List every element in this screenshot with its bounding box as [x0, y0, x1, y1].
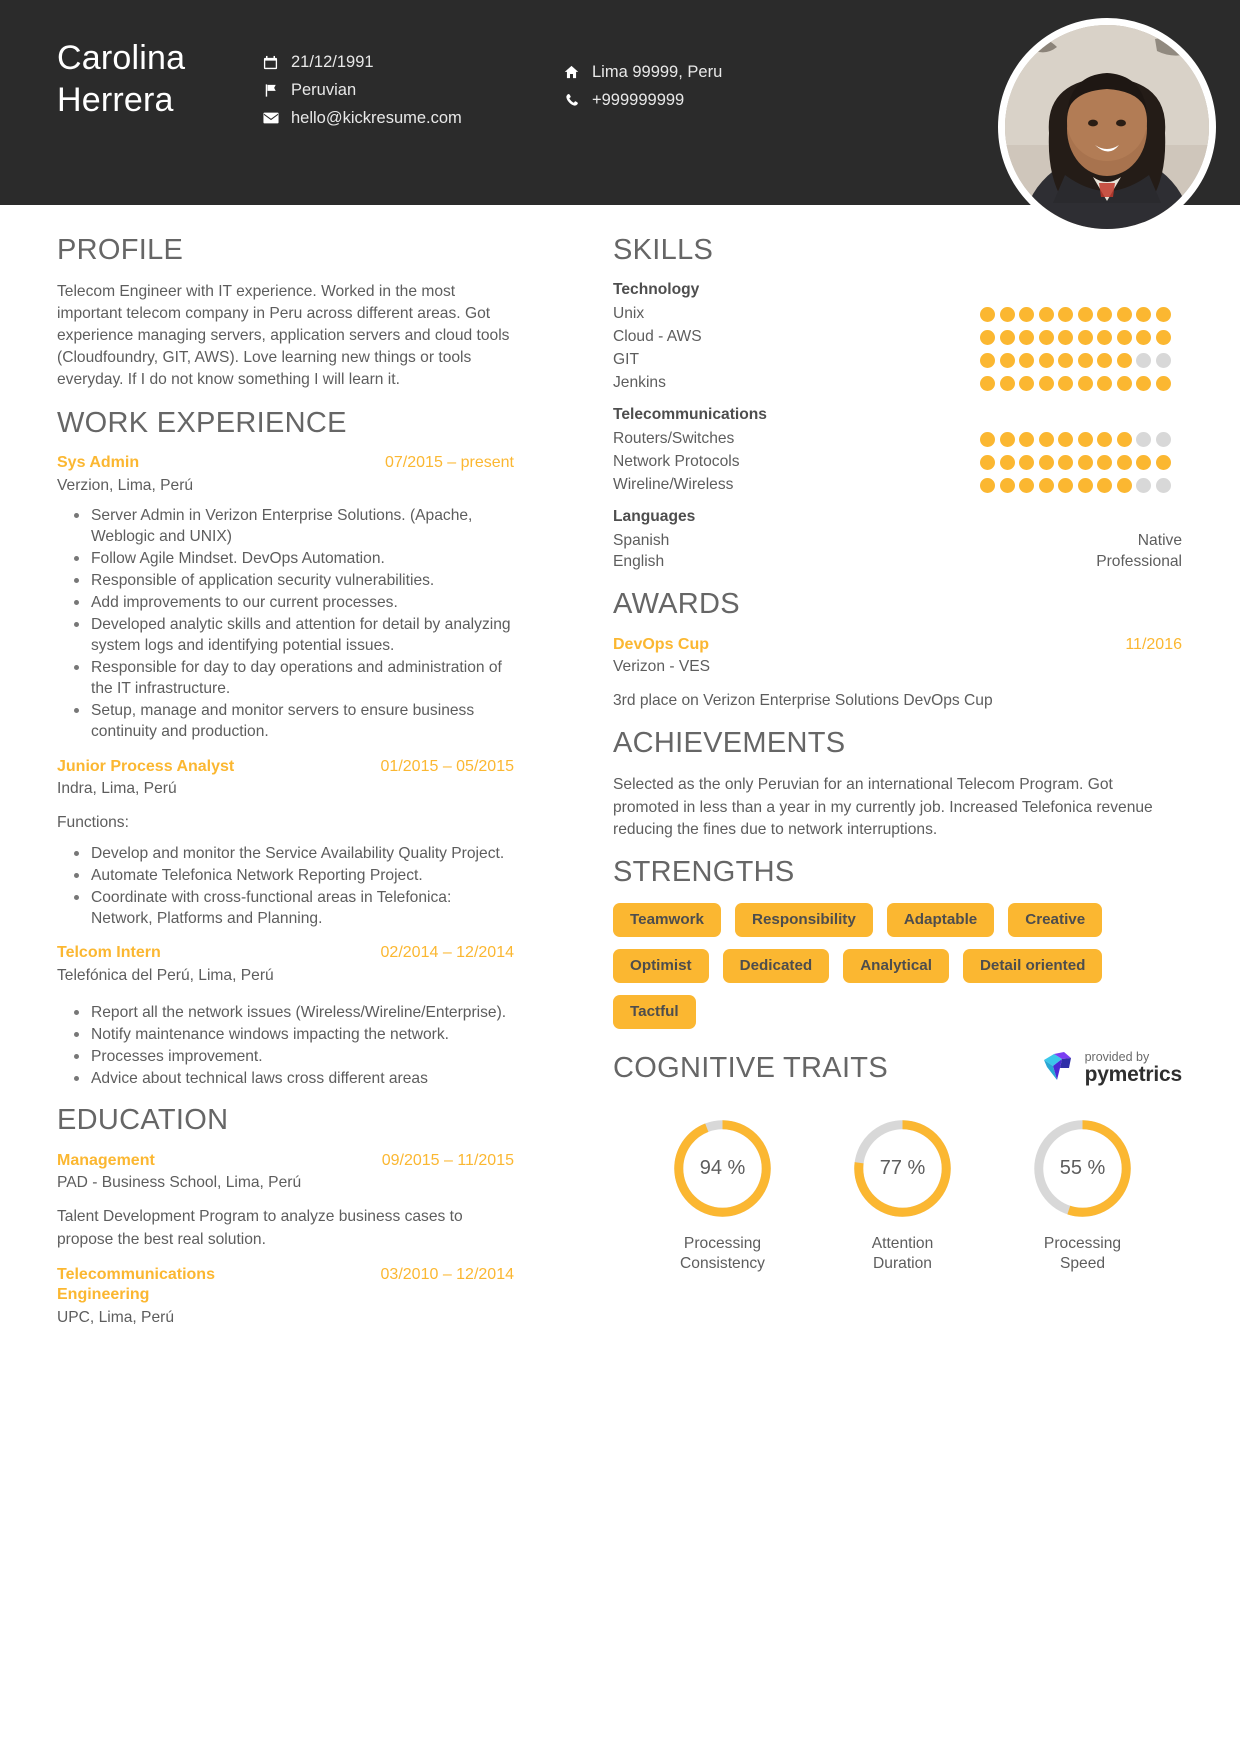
trait-cell: [815, 1116, 990, 1274]
award-date: 11/2016: [1125, 635, 1182, 653]
contact-birthdate: [262, 48, 527, 76]
degree-title: Telecommunications Engineering: [57, 1265, 215, 1304]
skill-dot: [1117, 478, 1132, 493]
job-employer: Indra, Lima, Perú: [57, 779, 177, 797]
list-item: Setup, manage and monitor servers to ensure business continuity and production.: [91, 700, 514, 742]
donut-chart: [850, 1116, 955, 1221]
achievements-text: Selected as the only Peruvian for an international Telecom Program. Got promoted in less than a year in my currently job. Increased Telefonica revenue reducing the fines due to network interruptions.: [613, 776, 1153, 838]
phone-icon: [563, 92, 580, 109]
list-item: Develop and monitor the Service Availability Quality Project.: [91, 843, 514, 864]
strength-tag: Detail oriented: [963, 949, 1103, 983]
skill-dot: [1039, 376, 1054, 391]
skill-dot: [980, 432, 995, 447]
skill-dot: [1117, 353, 1132, 368]
strength-tag: Adaptable: [887, 903, 994, 937]
pymetrics-logo-icon: [1042, 1051, 1076, 1086]
nationality-value: Peruvian: [291, 80, 357, 99]
email-value: hello@kickresume.com: [291, 108, 462, 127]
pymetrics-name: pymetrics: [1084, 1063, 1182, 1087]
award-title: DevOps Cup: [613, 635, 710, 653]
job-bullets: [57, 843, 514, 929]
strength-tag: Tactful: [613, 995, 696, 1029]
education-heading: EDUCATION: [57, 1104, 229, 1137]
skill-dot: [1039, 353, 1054, 368]
skill-dot: [1136, 432, 1151, 447]
skill-dot: [980, 307, 995, 322]
avatar: [998, 18, 1216, 236]
skill-dot: [1078, 353, 1093, 368]
right-column: [560, 205, 1240, 1328]
list-item: Developed analytic skills and attention for detail by analyzing system logs and identifying potential issues.: [91, 614, 514, 656]
list-item: Processes improvement.: [91, 1046, 514, 1067]
strengths-heading: STRENGTHS: [613, 855, 795, 888]
skill-row: [613, 474, 1182, 497]
phone-value: +999999999: [592, 90, 685, 109]
pymetrics-branding: [1042, 1051, 1182, 1086]
contact-column-right: [527, 38, 787, 114]
skill-dot: [1097, 307, 1112, 322]
skill-dot: [1156, 353, 1171, 368]
strength-tag: Creative: [1008, 903, 1102, 937]
skill-dot: [980, 478, 995, 493]
skill-dot: [1000, 432, 1015, 447]
skill-dot: [1097, 455, 1112, 470]
degree-date: 03/2010 – 12/2014: [380, 1265, 514, 1283]
skill-dot: [1156, 432, 1171, 447]
skill-dot: [1000, 307, 1015, 322]
school-name: PAD - Business School, Lima, Perú: [57, 1174, 302, 1192]
skill-group-technology: [613, 281, 1182, 395]
skill-dot: [1058, 376, 1073, 391]
strength-tag: Optimist: [613, 949, 709, 983]
skill-name: Network Protocols: [613, 453, 740, 471]
calendar-icon: [262, 54, 279, 71]
skill-row: [613, 349, 1182, 372]
degree-date: 09/2015 – 11/2015: [381, 1151, 514, 1169]
job-title: Junior Process Analyst: [57, 757, 235, 775]
profile-heading: PROFILE: [57, 234, 184, 266]
work-heading: WORK EXPERIENCE: [57, 406, 347, 439]
skill-row: [613, 372, 1182, 395]
trait-value: 94 %: [699, 1157, 746, 1180]
skill-name: Unix: [613, 305, 645, 323]
skill-dot: [1136, 478, 1151, 493]
skill-dot: [1000, 376, 1015, 391]
skill-dot: [1039, 478, 1054, 493]
pymetrics-text: [1085, 1051, 1182, 1086]
language-name: English: [613, 553, 665, 571]
trait-label-line2: Consistency: [680, 1255, 765, 1273]
skill-dot: [1078, 455, 1093, 470]
skill-dot: [1019, 455, 1034, 470]
skill-dot: [1058, 478, 1073, 493]
skill-rating-dots: [980, 376, 1182, 391]
award-note: 3rd place on Verizon Enterprise Solutions DevOps Cup: [613, 692, 993, 710]
provided-by-label: provided by: [1084, 1050, 1150, 1065]
cognitive-traits-header: [613, 1051, 1182, 1086]
skill-rating-dots: [980, 330, 1182, 345]
skill-dot: [980, 353, 995, 368]
contact-phone[interactable]: [563, 86, 787, 114]
skill-dot: [1136, 330, 1151, 345]
skill-dot: [1019, 307, 1034, 322]
skill-rating-dots: [980, 455, 1182, 470]
resume-header: [0, 0, 1240, 205]
skill-dot: [1078, 376, 1093, 391]
skill-dot: [1039, 307, 1054, 322]
job-date: 01/2015 – 05/2015: [380, 757, 514, 775]
skill-dot: [1078, 307, 1093, 322]
list-item: Add improvements to our current processes.: [91, 592, 514, 613]
skill-dot: [1000, 353, 1015, 368]
trait-label-line1: Attention: [871, 1235, 934, 1253]
skill-dot: [1097, 432, 1112, 447]
job-employer: Verzion, Lima, Perú: [57, 476, 194, 494]
birthdate-value: 21/12/1991: [291, 52, 374, 71]
skill-dot: [1000, 478, 1015, 493]
skill-row: [613, 326, 1182, 349]
job-employer: Telefónica del Perú, Lima, Perú: [57, 966, 274, 984]
candidate-name: [57, 38, 262, 122]
list-item: Follow Agile Mindset. DevOps Automation.: [91, 548, 514, 569]
trait-label-line1: Processing: [683, 1235, 762, 1253]
skill-dot: [1039, 432, 1054, 447]
awards-heading: AWARDS: [613, 587, 740, 620]
work-entry: [57, 757, 514, 930]
trait-value: 77 %: [879, 1157, 926, 1180]
skill-dot: [1058, 455, 1073, 470]
skill-dot: [1156, 307, 1171, 322]
skill-dot: [1117, 307, 1132, 322]
trait-label: [635, 1234, 810, 1274]
skill-dot: [1117, 376, 1132, 391]
skill-dot: [1019, 376, 1034, 391]
donut-chart: [670, 1116, 775, 1221]
language-row: [613, 551, 1182, 573]
skill-dot: [1136, 455, 1151, 470]
trait-label: [995, 1234, 1170, 1274]
work-entry: [57, 943, 514, 1089]
skill-rating-dots: [980, 353, 1182, 368]
skill-row: [613, 428, 1182, 451]
skill-dot: [1078, 330, 1093, 345]
contact-nationality: [262, 76, 527, 104]
flag-icon: [262, 82, 279, 99]
skill-row: [613, 451, 1182, 474]
skill-dot: [1117, 455, 1132, 470]
list-item: Report all the network issues (Wireless/Wireline/Enterprise).: [91, 1002, 514, 1023]
trait-value: 55 %: [1059, 1157, 1106, 1180]
address-value: Lima 99999, Peru: [592, 62, 723, 81]
trait-cell: [635, 1116, 810, 1274]
skill-dot: [1078, 432, 1093, 447]
job-date: 02/2014 – 12/2014: [380, 944, 514, 962]
skill-name: Wireline/Wireless: [613, 476, 734, 494]
profile-text: Telecom Engineer with IT experience. Worked in the most important telecom company in Peru across different areas. Got experience managing servers, application servers and cloud tools (Cloudfoundry, GIT, AWS). Love learning new things or tools everyday. If I do not know something I will learn it.: [57, 282, 510, 389]
school-name: UPC, Lima, Perú: [57, 1308, 174, 1326]
job-title: Sys Admin: [57, 454, 140, 472]
skill-group-languages: [613, 508, 1182, 573]
skill-rating-dots: [980, 478, 1182, 493]
skill-dot: [1058, 432, 1073, 447]
skill-dot: [1019, 478, 1034, 493]
skill-row: [613, 303, 1182, 326]
strength-tag: Teamwork: [613, 903, 721, 937]
skill-group-telecommunications: [613, 406, 1182, 497]
strength-tag-list: [613, 903, 1182, 1030]
award-entry: [613, 635, 1182, 713]
skill-dot: [1019, 330, 1034, 345]
avatar-photo: [1005, 25, 1209, 229]
job-bullets: [57, 1002, 514, 1089]
list-item: Automate Telefonica Network Reporting Project.: [91, 865, 514, 886]
skill-group-title: Languages: [613, 507, 696, 525]
contact-column-left: [262, 38, 527, 132]
education-entry: [57, 1265, 514, 1328]
work-entry: [57, 453, 514, 742]
list-item: Coordinate with cross-functional areas in Telefonica: Network, Platforms and Planning.: [91, 887, 514, 929]
left-column: [0, 205, 560, 1328]
skill-dot: [1097, 478, 1112, 493]
trait-label-line2: Speed: [1059, 1255, 1106, 1273]
list-item: Advice about technical laws cross different areas: [91, 1068, 514, 1089]
skill-dot: [1117, 432, 1132, 447]
job-title: Telcom Intern: [57, 944, 161, 962]
skill-name: Cloud - AWS: [613, 328, 702, 346]
strength-tag: Analytical: [843, 949, 949, 983]
achievements-heading: ACHIEVEMENTS: [613, 727, 846, 760]
skill-dot: [1000, 455, 1015, 470]
skill-dot: [1156, 478, 1171, 493]
skill-dot: [980, 376, 995, 391]
strength-tag: Responsibility: [735, 903, 873, 937]
skill-dot: [1156, 455, 1171, 470]
language-level: Professional: [1096, 553, 1182, 571]
skill-dot: [1156, 330, 1171, 345]
degree-title: Management: [57, 1151, 155, 1169]
skill-dot: [1136, 376, 1151, 391]
skill-dot: [1078, 478, 1093, 493]
skill-dot: [1019, 353, 1034, 368]
skill-dot: [1136, 353, 1151, 368]
skill-group-title: Technology: [613, 280, 700, 298]
contact-address: [563, 58, 787, 86]
list-item: Responsible for day to day operations and administration of the IT infrastructure.: [91, 657, 514, 699]
award-issuer: Verizon - VES: [613, 658, 711, 676]
trait-label-line1: Processing: [1043, 1235, 1122, 1253]
skill-dot: [1058, 307, 1073, 322]
cognitive-traits-chart: [613, 1116, 1182, 1274]
resume-body: [0, 205, 1240, 1328]
strength-tag: Dedicated: [723, 949, 830, 983]
donut-chart: [1030, 1116, 1135, 1221]
job-bullets: [57, 505, 514, 743]
education-entry: [57, 1151, 514, 1251]
skill-dot: [1156, 376, 1171, 391]
trait-label: [815, 1234, 990, 1274]
skill-dot: [1058, 330, 1073, 345]
skill-dot: [1019, 432, 1034, 447]
skill-group-title: Telecommunications: [613, 405, 767, 423]
cognitive-traits-heading: COGNITIVE TRAITS: [613, 1051, 888, 1084]
contact-email[interactable]: [262, 104, 527, 132]
skill-dot: [980, 330, 995, 345]
skill-dot: [1039, 455, 1054, 470]
list-item: Responsible of application security vulnerabilities.: [91, 570, 514, 591]
home-icon: [563, 64, 580, 81]
language-row: [613, 530, 1182, 552]
list-item: Server Admin in Verizon Enterprise Solutions. (Apache, Weblogic and UNIX): [91, 505, 514, 547]
skill-dot: [1097, 330, 1112, 345]
envelope-icon: [262, 110, 279, 127]
skill-name: GIT: [613, 351, 639, 369]
language-name: Spanish: [613, 531, 670, 549]
skill-dot: [1117, 330, 1132, 345]
skill-name: Routers/Switches: [613, 430, 735, 448]
skills-heading: SKILLS: [613, 234, 714, 266]
language-level: Native: [1137, 531, 1182, 549]
skill-dot: [1039, 330, 1054, 345]
skill-dot: [1058, 353, 1073, 368]
job-note: Functions:: [57, 814, 129, 832]
job-date: 07/2015 – present: [385, 454, 514, 472]
skill-rating-dots: [980, 432, 1182, 447]
trait-cell: [995, 1116, 1170, 1274]
degree-note: Talent Development Program to analyze business cases to propose the best real solution.: [57, 1208, 463, 1248]
skill-dot: [1097, 353, 1112, 368]
trait-label-line2: Duration: [873, 1255, 932, 1273]
skill-name: Jenkins: [613, 374, 666, 392]
skill-rating-dots: [980, 307, 1182, 322]
first-name: Carolina: [57, 39, 186, 77]
skill-dot: [1136, 307, 1151, 322]
list-item: Notify maintenance windows impacting the network.: [91, 1024, 514, 1045]
skill-dot: [980, 455, 995, 470]
last-name: Herrera: [57, 80, 174, 119]
skill-dot: [1097, 376, 1112, 391]
skill-dot: [1000, 330, 1015, 345]
